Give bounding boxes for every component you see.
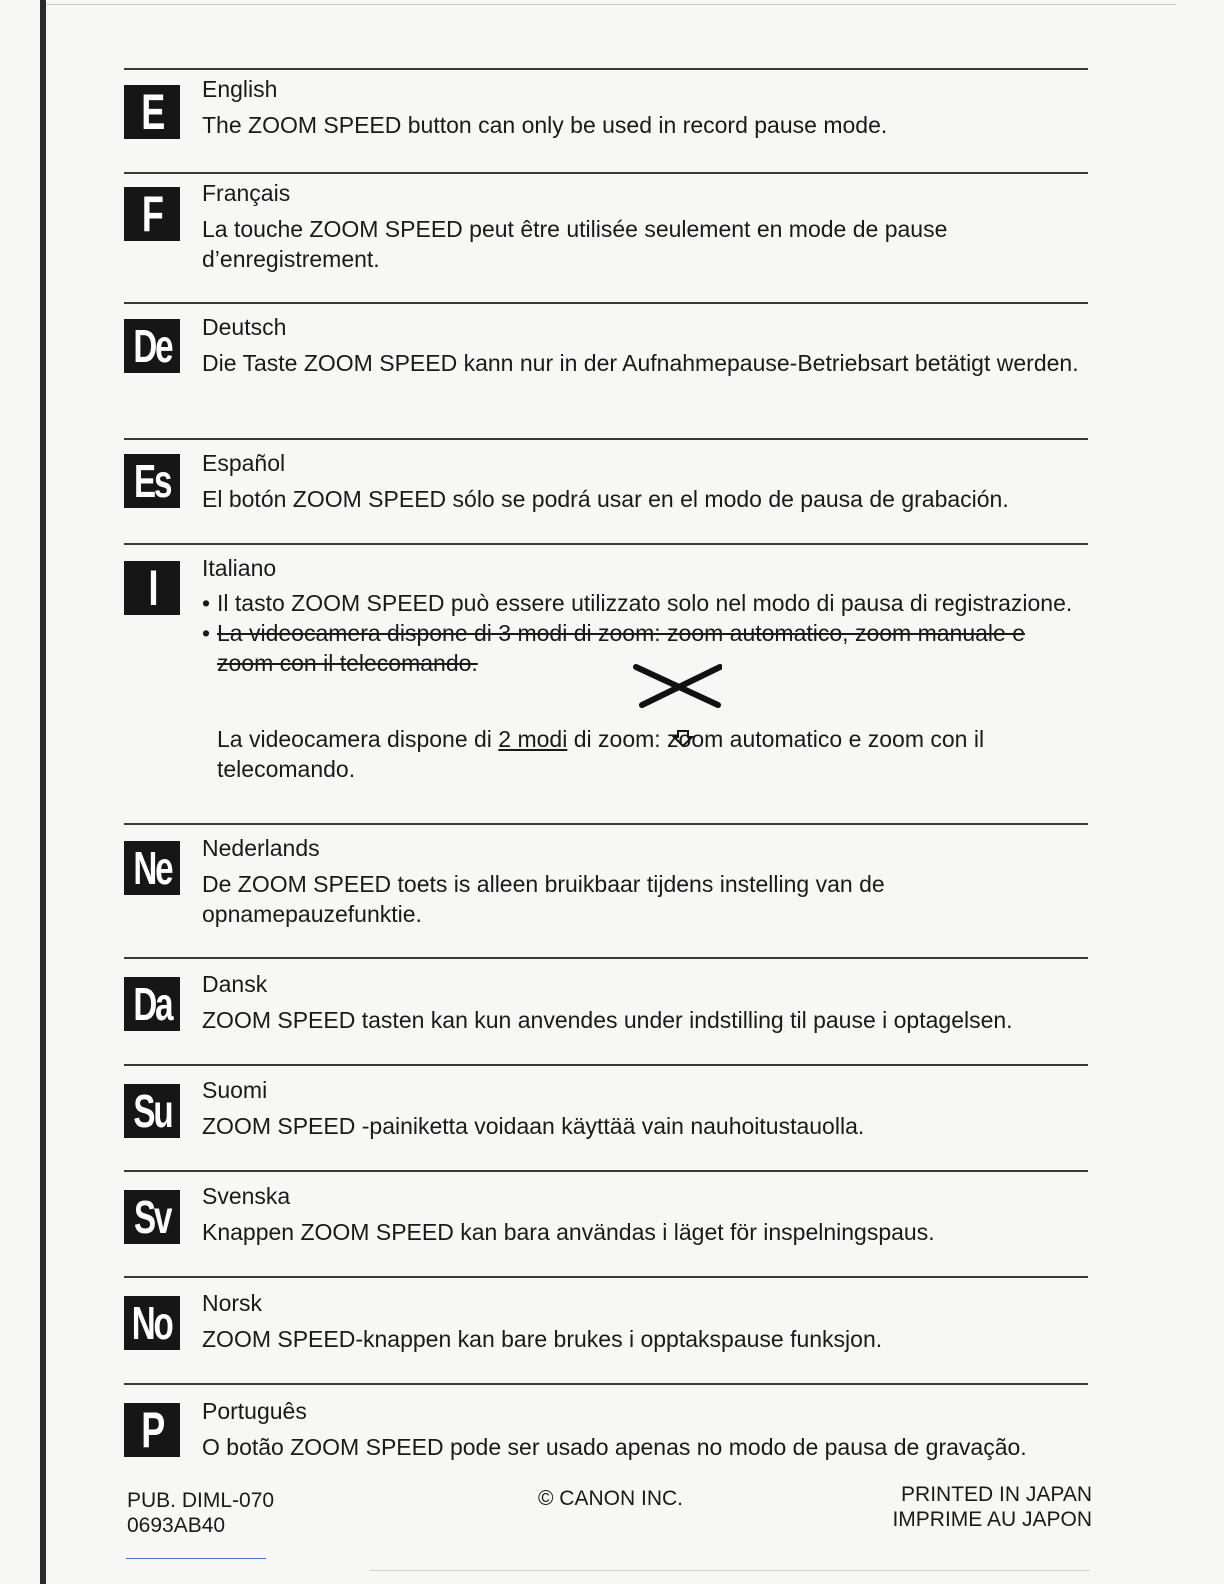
struck-bullet: • La videocamera dispone di 3 modi di zoom: zoom automatico, zoom manuale e zoom con il telecomando. [202,618,1082,678]
language-heading: Deutsch [202,314,287,340]
section-suomi [124,1064,1088,1170]
language-heading: Norsk [202,1290,263,1316]
divider [124,543,1088,545]
language-badge-es: Es [124,454,180,508]
note-text: The ZOOM SPEED button can only be used in record pause mode. [202,112,888,138]
section-deutsch [124,302,1088,436]
divider [124,1383,1088,1385]
language-heading: Português [202,1398,307,1424]
print-origin [892,1482,1092,1532]
note-text: De ZOOM SPEED toets is alleen bruikbaar tijdens instelling van de opnamepauzefunktie. [202,871,885,927]
language-heading: Suomi [202,1077,268,1103]
language-badge-sv: Sv [124,1190,180,1244]
note-text: O botão ZOOM SPEED pode ser usado apenas no modo de pausa de gravação. [202,1434,1027,1460]
document-code: 0693AB40 [127,1514,226,1537]
divider [124,1064,1088,1066]
note-text: ZOOM SPEED -painiketta voidaan käyttää vain nauhoitustauolla. [202,1113,865,1139]
section-espanol [124,438,1088,542]
language-badge-p: P [124,1403,180,1457]
section-dansk [124,957,1088,1063]
divider [124,1170,1088,1172]
section-francais [124,172,1088,302]
language-badge-ne: Ne [124,841,180,895]
corrected-text: La videocamera dispone di 2 modi di zoom: zoom automatico e zoom con il telecomando. [217,726,985,782]
publication-number: PUB. DIML-070 [127,1489,275,1512]
language-heading: English [202,76,278,102]
language-heading: Italiano [202,555,277,581]
divider [124,957,1088,959]
note-list [202,588,1082,784]
language-badge-su: Su [124,1084,180,1138]
section-italiano [124,543,1088,823]
divider [124,438,1088,440]
section-portugues [124,1383,1088,1483]
language-heading: Español [202,450,286,476]
bottom-rule-light [370,1570,1090,1571]
note-text: ZOOM SPEED-knappen kan bare brukes i opptakspause funksjon. [202,1326,883,1352]
language-heading: Svenska [202,1183,291,1209]
section-english [124,68,1088,168]
divider [124,68,1088,70]
bottom-rule [126,1558,266,1559]
printed-in-japan: PRINTED IN JAPAN [901,1483,1092,1506]
divider [124,1276,1088,1278]
page-edge [40,0,46,1584]
language-heading: Nederlands [202,835,320,861]
language-badge-da: Da [124,977,180,1031]
language-badge-i: I [124,561,180,615]
note-text: ZOOM SPEED tasten kan kun anvendes under indstilling til pause i optagelsen. [202,1007,1013,1033]
section-svenska [124,1170,1088,1276]
language-heading: Dansk [202,971,268,997]
copyright: © CANON INC. [538,1487,683,1510]
publication-info [127,1488,274,1538]
language-badge-no: No [124,1296,180,1350]
divider [124,172,1088,174]
language-heading: Français [202,180,291,206]
underlined-correction: 2 modi [498,726,568,752]
arrow-down-icon [672,728,694,748]
section-nederlands [124,823,1088,957]
note-text: Knappen ZOOM SPEED kan bara användas i läget för inspelningspaus. [202,1219,935,1245]
section-norsk [124,1276,1088,1382]
language-badge-e: E [124,85,180,139]
note-text: Die Taste ZOOM SPEED kann nur in der Aufnahmepause-Betriebsart betätigt werden. [202,350,1079,376]
note-bullet: • Il tasto ZOOM SPEED può essere utilizzato solo nel modo di pausa di registrazione. [202,588,1082,618]
top-rule [46,4,1176,5]
note-text: El botón ZOOM SPEED sólo se podrá usar en el modo de pausa de grabación. [202,486,1009,512]
divider [124,302,1088,304]
language-badge-f: F [124,187,180,241]
imprime-au-japon: IMPRIME AU JAPON [892,1508,1092,1531]
note-text: La touche ZOOM SPEED peut être utilisée seulement en mode de pause d’enregistrement. [202,216,948,272]
x-mark-icon [632,663,722,709]
language-badge-de: De [124,319,180,373]
divider [124,823,1088,825]
